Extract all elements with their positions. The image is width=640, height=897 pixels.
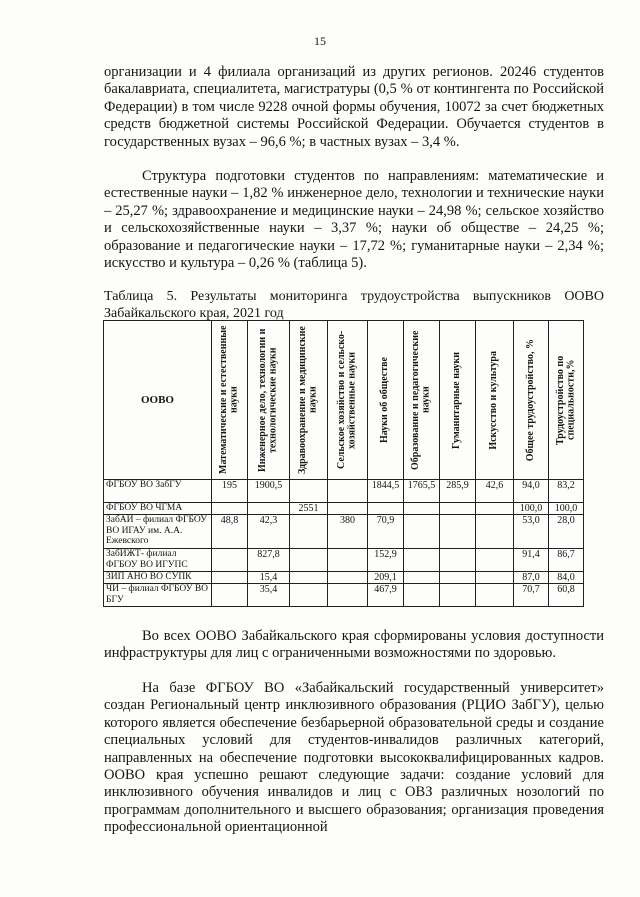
cell: 35,4 xyxy=(248,584,290,607)
cell xyxy=(476,584,514,607)
cell: 467,9 xyxy=(368,584,404,607)
row-org: ФГБОУ ВО ЗабГУ xyxy=(104,480,212,503)
paragraph-students: организации и 4 филиала организаций из других регионов. 20246 студентов бакалавриата, специалитета, магистратуры (0,5 % от контингента по Российской Федерации) в том числе 9228 очной формы обучения, 10072 за счет бюджетных средств бюджетной системы Российской Федерации. Обучается студентов в государственных вузах – 96,6 %; в частных вузах – 3,4 %. xyxy=(104,64,604,150)
header-specialty-employment: Трудоустройство по специальности,% xyxy=(549,321,584,480)
cell: 84,0 xyxy=(549,572,584,584)
cell: 70,7 xyxy=(514,584,549,607)
cell: 94,0 xyxy=(514,480,549,503)
cell: 15,4 xyxy=(248,572,290,584)
cell: 1765,5 xyxy=(404,480,440,503)
cell: 1844,5 xyxy=(368,480,404,503)
employment-table xyxy=(103,320,584,607)
table-row xyxy=(104,480,584,503)
cell xyxy=(476,572,514,584)
cell: 42,3 xyxy=(248,515,290,549)
header-agriculture: Сельское хозяйство и сельско-хозяйственные науки xyxy=(328,321,368,480)
table-row xyxy=(104,584,584,607)
row-org: ЗИП АНО ВО СУПК xyxy=(104,572,212,584)
header-education: Образование и педагогические науки xyxy=(404,321,440,480)
cell xyxy=(440,549,476,572)
cell: 380 xyxy=(328,515,368,549)
cell: 60,8 xyxy=(549,584,584,607)
paragraph-accessibility: Во всех ООВО Забайкальского края сформированы условия доступности инфраструктуры для лиц с ограниченными возможностями по здоровью. xyxy=(104,628,604,662)
header-oovo: ООВО xyxy=(104,321,212,480)
cell: 48,8 xyxy=(212,515,248,549)
cell xyxy=(404,572,440,584)
row-org: ЗабАИ – филиал ФГБОУ ВО ИГАУ им. А.А. Ежевского xyxy=(104,515,212,549)
paragraph-inclusive-center: На базе ФГБОУ ВО «Забайкальский государственный университет» создан Региональный центр инклюзивного образования (РЦИО ЗабГУ), целью которого является обеспечение безбарьерной образовательной среды и создание специальных условий для студентов-инвалидов различных категорий, направленных на обеспечение подготовки высококвалифицированных кадров. ООВО края успешно решают следующие задачи: создание условий для инклюзивного обучения инвалидов и лиц с ОВЗ различных нозологий по программам дополнительного и высшего образования; организация проведения профессиональной ориентационной xyxy=(104,680,604,836)
cell xyxy=(290,480,328,503)
cell: 53,0 xyxy=(514,515,549,549)
header-humanities: Гуманитарные науки xyxy=(440,321,476,480)
page-number: 15 xyxy=(314,34,326,48)
cell xyxy=(212,549,248,572)
cell xyxy=(212,584,248,607)
cell: 1900,5 xyxy=(248,480,290,503)
cell xyxy=(328,572,368,584)
header-math: Математические и естественные науки xyxy=(212,321,248,480)
cell xyxy=(248,503,290,515)
cell xyxy=(404,584,440,607)
cell xyxy=(404,515,440,549)
cell xyxy=(440,515,476,549)
cell: 87,0 xyxy=(514,572,549,584)
cell xyxy=(476,503,514,515)
cell xyxy=(212,503,248,515)
cell xyxy=(328,549,368,572)
cell: 86,7 xyxy=(549,549,584,572)
cell xyxy=(290,572,328,584)
header-health: Здравоохранение и медицинские науки xyxy=(290,321,328,480)
cell xyxy=(368,503,404,515)
cell xyxy=(440,572,476,584)
cell: 28,0 xyxy=(549,515,584,549)
cell xyxy=(440,584,476,607)
cell: 285,9 xyxy=(440,480,476,503)
header-total-employment: Общее трудоустройство, % xyxy=(514,321,549,480)
header-social: Науки об обществе xyxy=(368,321,404,480)
table-caption: Таблица 5. Результаты мониторинга трудоустройства выпускников ООВО Забайкальского края, 2021 год xyxy=(104,289,604,321)
row-org: ФГБОУ ВО ЧГМА xyxy=(104,503,212,515)
cell: 42,6 xyxy=(476,480,514,503)
table-row xyxy=(104,515,584,549)
cell: 2551 xyxy=(290,503,328,515)
cell xyxy=(290,515,328,549)
cell: 195 xyxy=(212,480,248,503)
header-engineering: Инженерное дело, технологии и технологические науки xyxy=(248,321,290,480)
table-row xyxy=(104,549,584,572)
cell xyxy=(476,515,514,549)
cell xyxy=(328,584,368,607)
cell: 209,1 xyxy=(368,572,404,584)
cell xyxy=(328,503,368,515)
cell xyxy=(212,572,248,584)
row-org: ЗабИЖТ- филиал ФГБОУ ВО ИГУПС xyxy=(104,549,212,572)
cell: 827,8 xyxy=(248,549,290,572)
cell: 100,0 xyxy=(514,503,549,515)
cell xyxy=(290,549,328,572)
cell: 91,4 xyxy=(514,549,549,572)
cell xyxy=(404,503,440,515)
cell: 152,9 xyxy=(368,549,404,572)
cell xyxy=(328,480,368,503)
table-row xyxy=(104,503,584,515)
cell xyxy=(290,584,328,607)
row-org: ЧИ – филиал ФГБОУ ВО БГУ xyxy=(104,584,212,607)
table-header-row xyxy=(104,321,584,480)
table-row xyxy=(104,572,584,584)
cell xyxy=(440,503,476,515)
header-arts: Искусство и культура xyxy=(476,321,514,480)
cell xyxy=(476,549,514,572)
cell xyxy=(404,549,440,572)
cell: 70,9 xyxy=(368,515,404,549)
paragraph-structure: Структура подготовки студентов по направлениям: математические и естественные науки – 1,82 % инженерное дело, технологии и технические науки – 25,27 %; здравоохранение и медицинские науки – 24,98 %; сельское хозяйство и сельскохозяйственные науки – 3,37 %; науки об обществе – 24,25 %; образование и педагогические науки – 17,72 %; гуманитарные науки – 2,34 %; искусство и культура – 0,26 % (таблица 5). xyxy=(104,168,604,272)
cell: 100,0 xyxy=(549,503,584,515)
cell: 83,2 xyxy=(549,480,584,503)
